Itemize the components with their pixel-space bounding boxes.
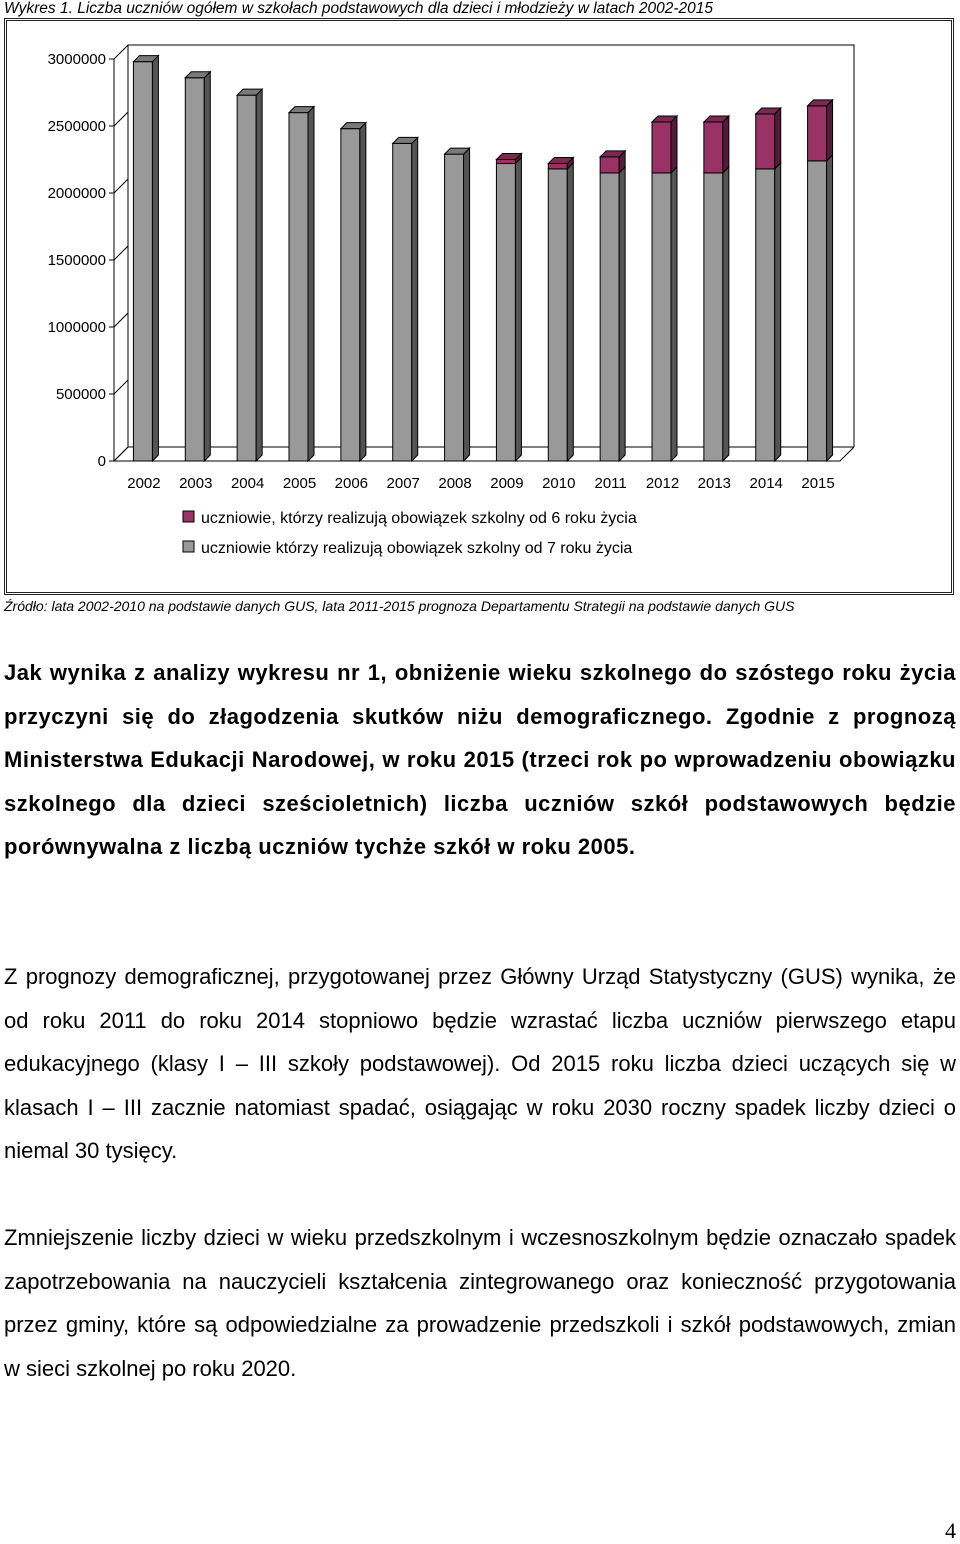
bar-series1-side bbox=[827, 155, 833, 461]
x-tick-label: 2002 bbox=[127, 475, 161, 492]
bar-series1-side bbox=[723, 167, 729, 461]
legend-swatch bbox=[183, 541, 194, 552]
y-tick-diagonal bbox=[114, 45, 128, 59]
bar-series1-front bbox=[133, 62, 152, 461]
paragraph-1-bold: Jak wynika z analizy wykresu nr 1, obniżenie wieku szkolnego do szóstego roku życia przyczyni się do złagodzenia skutków niżu demograficznego. bbox=[4, 660, 956, 729]
bar-series1-front bbox=[756, 169, 775, 461]
bar-series1-side bbox=[256, 89, 262, 461]
bar-series1-front bbox=[237, 95, 256, 461]
x-tick-label: 2009 bbox=[490, 475, 524, 492]
x-tick-label: 2008 bbox=[438, 475, 472, 492]
y-tick-diagonal bbox=[114, 179, 128, 193]
bar-series1-front bbox=[548, 169, 567, 461]
legend-label: uczniowie, którzy realizują obowiązek szkolny od 6 roku życia bbox=[201, 510, 637, 527]
y-tick-label: 500000 bbox=[55, 386, 106, 403]
bar-series2-front bbox=[600, 157, 619, 173]
bar-series1-front bbox=[652, 173, 671, 461]
y-tick-diagonal bbox=[114, 112, 128, 126]
bar-series2-front bbox=[808, 106, 827, 161]
bar-series1-side bbox=[308, 107, 314, 461]
paragraph-2: Z prognozy demograficznej, przygotowanej przez Główny Urząd Statystyczny (GUS) wynika, że od roku 2011 do roku 2014 stopniowo będzie wzrastać liczba uczniów pierwszego etapu edukacyjnego (klasy I – III szkoły podstawowej). Od 2015 roku liczba dzieci uczących się w klasach I – III zacznie natomiast spadać, osiągając w roku 2030 roczny spadek liczby dzieci o niemal 30 tysięcy. bbox=[4, 964, 956, 1163]
y-tick-diagonal bbox=[114, 447, 128, 461]
bar-series1-side bbox=[619, 167, 625, 461]
x-tick-label: 2011 bbox=[594, 475, 627, 492]
bar-series1-front bbox=[393, 143, 412, 461]
legend-swatch bbox=[183, 511, 194, 522]
x-tick-label: 2006 bbox=[334, 475, 369, 492]
y-tick-label: 2500000 bbox=[47, 118, 106, 135]
bar-series1-front bbox=[445, 154, 464, 461]
x-tick-label: 2007 bbox=[386, 475, 420, 492]
bar-series1-side bbox=[671, 167, 677, 461]
bar-series2-side bbox=[827, 100, 833, 161]
plot-floor bbox=[114, 59, 854, 461]
legend-label: uczniowie którzy realizują obowiązek szkolny od 7 roku życia bbox=[201, 540, 633, 557]
x-tick-label: 2013 bbox=[697, 475, 732, 492]
bar-series2-front bbox=[496, 160, 515, 164]
bar-series2-front bbox=[704, 122, 723, 173]
bar-series1-side bbox=[567, 163, 573, 461]
x-tick-label: 2015 bbox=[801, 475, 835, 492]
x-tick-label: 2003 bbox=[179, 475, 213, 492]
bar-series1-side bbox=[360, 123, 366, 461]
stacked-bar-chart bbox=[7, 21, 951, 592]
paragraph-1-rest: Zgodnie z prognozą Ministerstwa Edukacji Narodowej, w roku 2015 (trzeci rok po wprowadzeniu obowiązku szkolnego dla dzieci sześcioletnich) liczba uczniów szkół podstawowych będzie porównywalna z liczbą uczniów tychże szkół w roku 2005. bbox=[4, 703, 956, 859]
bar-series1-front bbox=[496, 164, 515, 461]
bar-series1-front bbox=[704, 173, 723, 461]
y-tick-diagonal bbox=[114, 380, 128, 394]
paragraph-1 bbox=[4, 651, 956, 869]
bar-series1-front bbox=[289, 113, 308, 461]
y-tick-label: 1000000 bbox=[47, 319, 106, 336]
bar-series2-front bbox=[548, 164, 567, 169]
bar-series1-side bbox=[152, 56, 158, 461]
bar-series2-side bbox=[723, 116, 729, 173]
plot-back-wall bbox=[114, 45, 854, 461]
y-tick-diagonal bbox=[114, 313, 128, 327]
bar-series1-side bbox=[515, 158, 521, 461]
x-tick-label: 2004 bbox=[230, 475, 265, 492]
y-tick-label: 0 bbox=[97, 453, 106, 470]
chart-source: Źródło: lata 2002-2010 na podstawie danych GUS, lata 2011-2015 prognoza Departamentu Strategii na podstawie danych GUS bbox=[4, 598, 795, 614]
y-tick-diagonal bbox=[114, 246, 128, 260]
bar-series1-side bbox=[775, 163, 781, 461]
bar-series2-side bbox=[775, 108, 781, 169]
paragraph-3: Zmniejszenie liczby dzieci w wieku przedszkolnym i wczesnoszkolnym będzie oznaczało spadek zapotrzebowania na nauczycieli kształcenia zintegrowanego oraz konieczność przygotowania przez gminy, które są odpowiedzialne za prowadzenie przedszkoli i szkół podstawowych, zmian w sieci szkolnej po roku 2020. bbox=[4, 1225, 956, 1381]
page-number: 4 bbox=[945, 1518, 956, 1543]
chart-frame bbox=[4, 18, 954, 595]
x-tick-label: 2012 bbox=[645, 475, 680, 492]
bar-series2-front bbox=[652, 122, 671, 173]
bar-series2-front bbox=[756, 114, 775, 169]
x-tick-label: 2010 bbox=[542, 475, 576, 492]
y-tick-label: 2000000 bbox=[47, 185, 106, 202]
chart-caption: Wykres 1. Liczba uczniów ogółem w szkołach podstawowych dla dzieci i młodzieży w latach 2002-2015 bbox=[4, 0, 714, 17]
bar-series1-side bbox=[412, 137, 418, 461]
bar-series1-front bbox=[808, 161, 827, 461]
x-tick-label: 2005 bbox=[282, 475, 317, 492]
y-tick-label: 1500000 bbox=[47, 252, 106, 269]
bar-series2-side bbox=[671, 116, 677, 173]
x-tick-label: 2014 bbox=[749, 475, 783, 492]
bar-series1-front bbox=[185, 78, 204, 461]
bar-series1-side bbox=[204, 72, 210, 461]
bar-series1-side bbox=[464, 148, 470, 461]
bar-series1-front bbox=[341, 129, 360, 461]
bar-series1-front bbox=[600, 173, 619, 461]
y-tick-label: 3000000 bbox=[47, 51, 106, 68]
